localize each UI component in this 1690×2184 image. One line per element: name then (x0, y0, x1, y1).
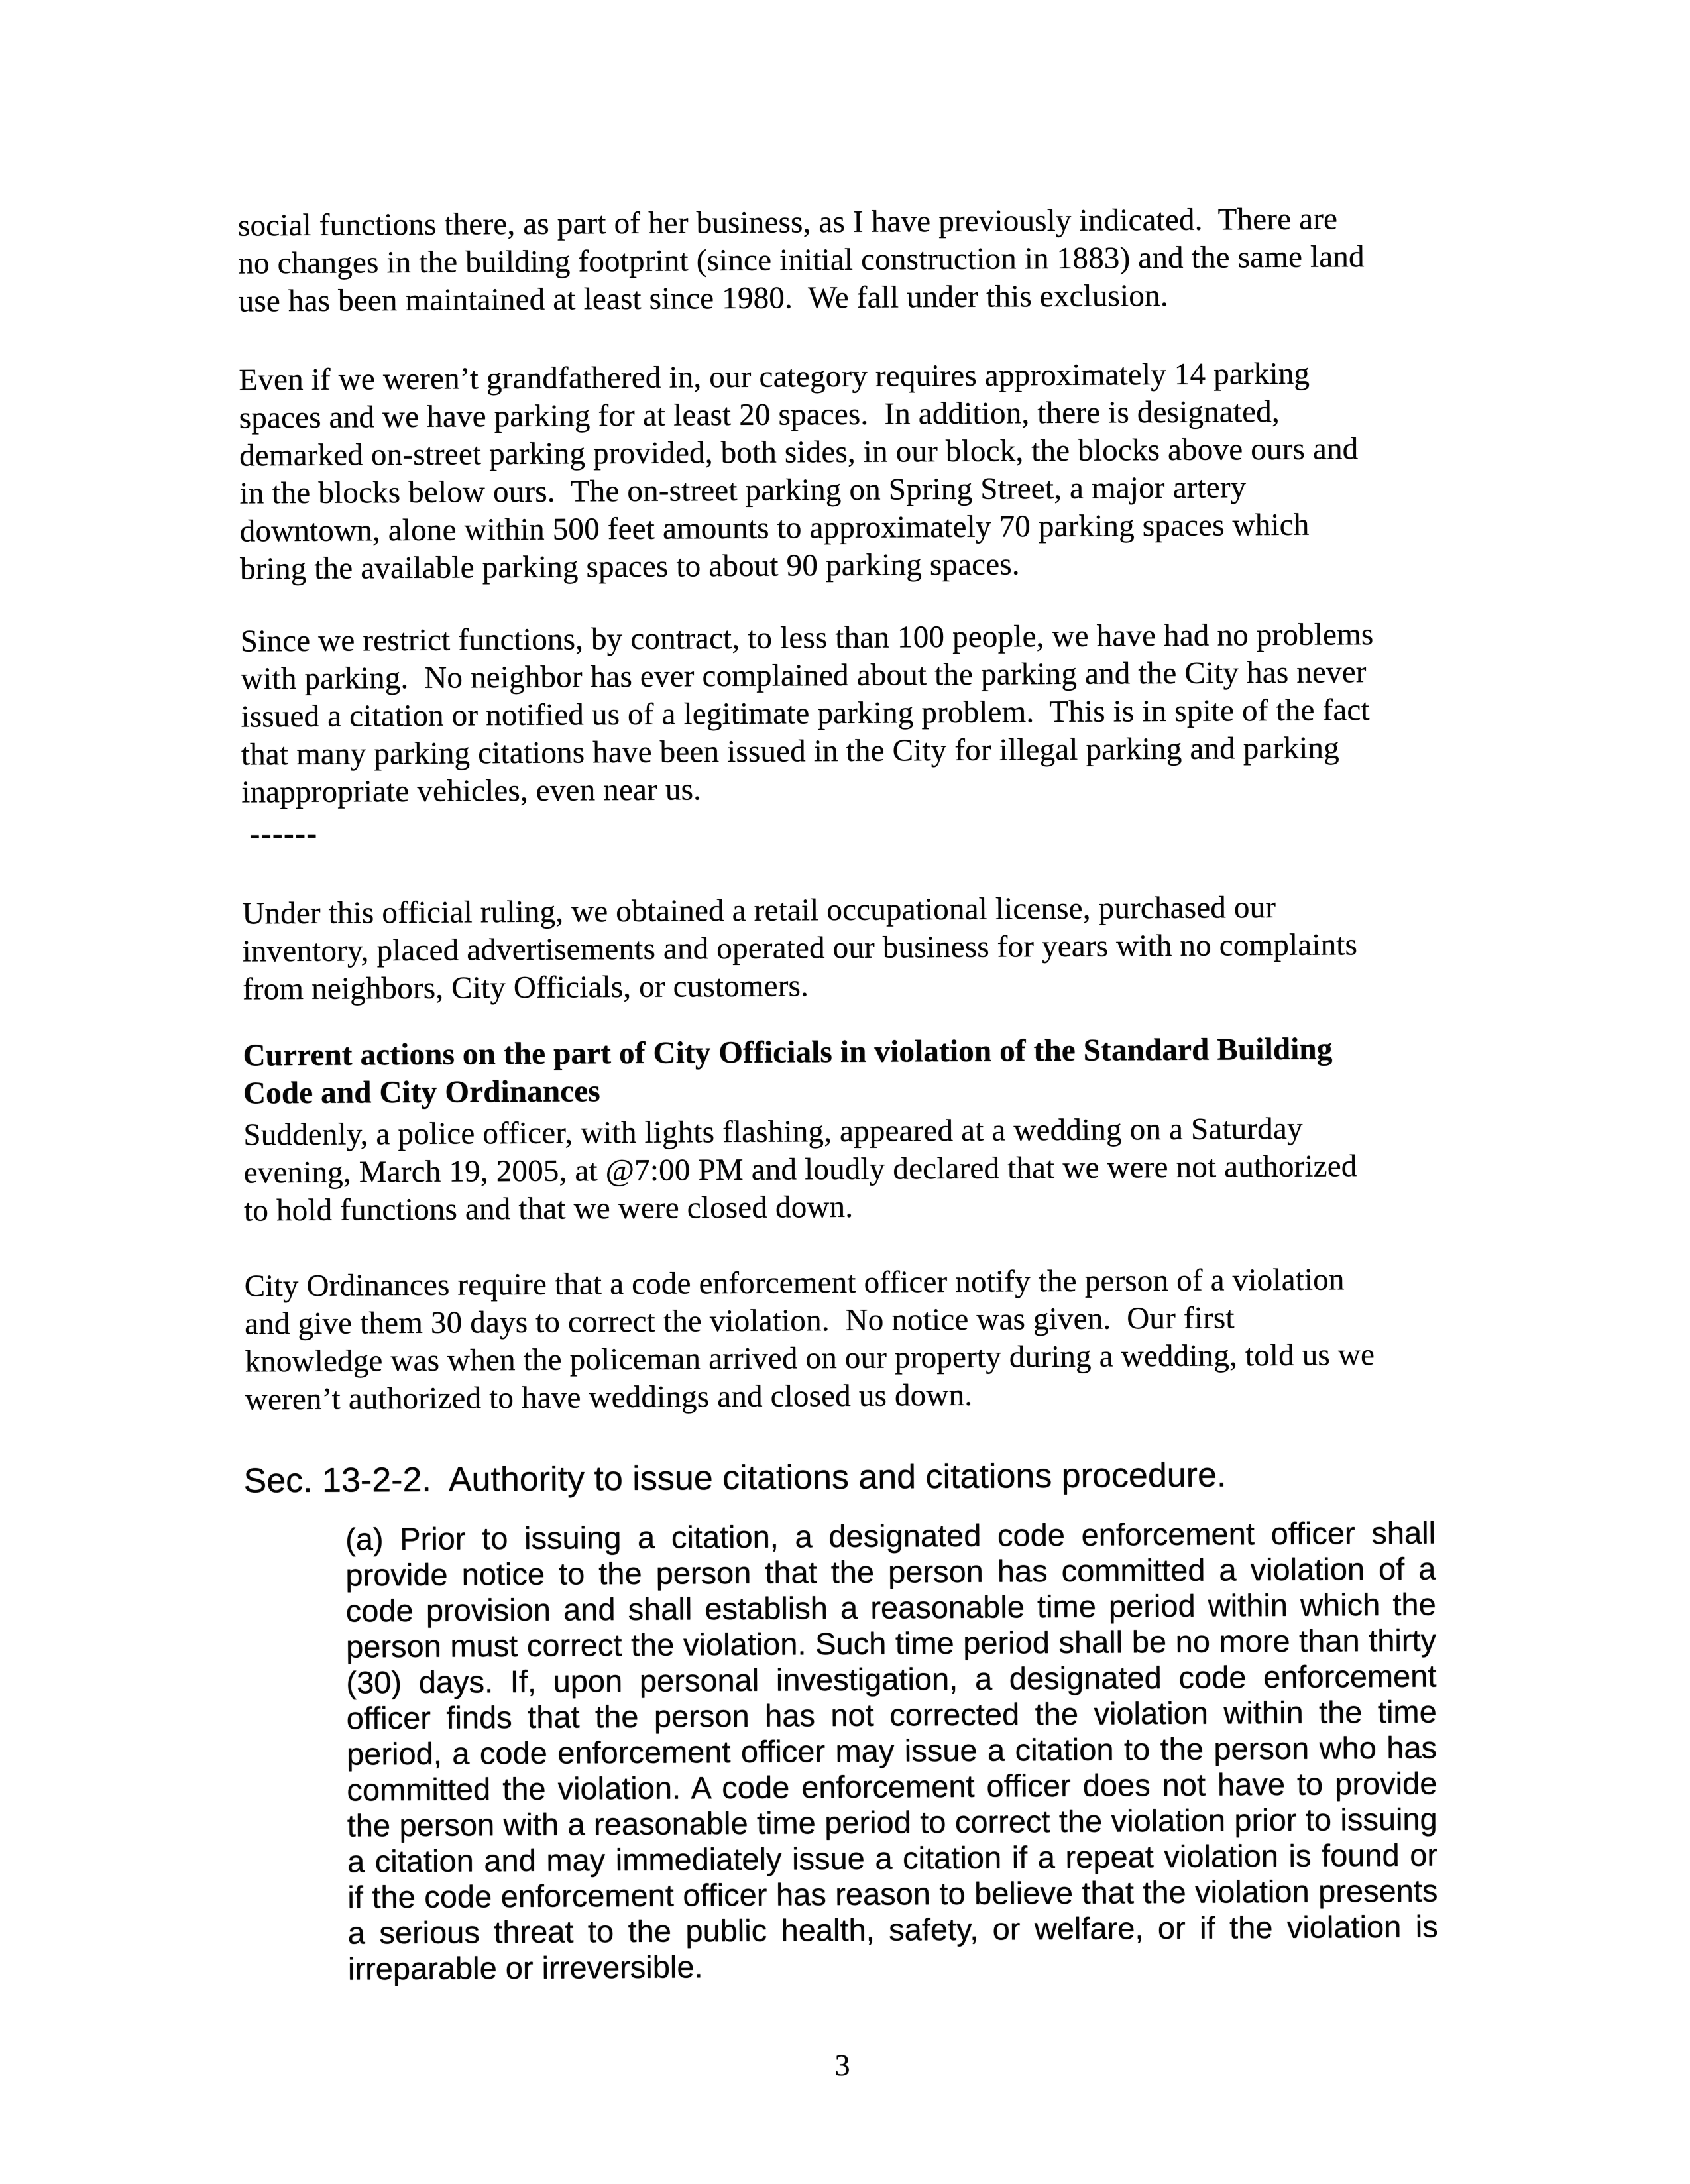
heading-current-actions: Current actions on the part of City Officials in violation of the Standard Building Code and City Ordinances (243, 1031, 1333, 1111)
para-police-shutdown: Suddenly, a police officer, with lights flashing, appeared at a wedding on a Saturday evening, March 19, 2005, at @7:00 PM and loudly declared that we were not authorized to hold functions and that we were closed down. (243, 1111, 1357, 1228)
heading-sec-13-2-2: Sec. 13-2-2. Authority to issue citations and citations procedure. (243, 1456, 1227, 1501)
page-number: 3 (834, 2047, 850, 2083)
block-sec-13-2-2-a: (a) Prior to issuing a citation, a designated code enforcement officer shall provide notice to the person that the person has committed a violation of a code provision and shall establish a reasonable time period within which the person must correct the violation. Such time period shall be no more than thirty (30) days. If, upon personal investigation, a designated code enforcement officer finds that the person has not corrected the violation within the time period, a code enforcement officer may issue a citation to the person who has committed the violation. A code enforcement officer does not have to provide the person with a reasonable time period to correct the violation prior to issuing a citation and may immediately issue a citation if a repeat violation is found or if the code enforcement officer has reason to believe that the violation presents a serious threat to the public health, safety, or welfare, or if the violation is irreparable or irreversible. (345, 1515, 1438, 1986)
para-no-parking-problems: Since we restrict functions, by contract, to less than 100 people, we have had no problems with parking. No neighbor has ever complained about the parking and the City has never issued a citation or notified us of a legitimate parking problem. This is in spite of the fact that many parking citations have been issued in the City for illegal parking and parking inappropriate vehicles, even near us. (240, 617, 1374, 810)
para-intro-continuation: social functions there, as part of her business, as I have previously indicated. There are no changes in the building footprint (since initial construction in 1883) and the same land use has been maintained at least since 1980. We fall under this exclusion. (237, 201, 1365, 319)
para-city-ordinances-notice: City Ordinances require that a code enforcement officer notify the person of a violation and give them 30 days to correct the violation. No notice was given. Our first knowledge was when the policeman arrived on our property during a wedding, told us we weren’t authorized to have weddings and closed us down. (244, 1262, 1375, 1417)
separator-dashes: ------ (249, 816, 318, 852)
para-parking-capacity: Even if we weren’t grandfathered in, our category requires approximately 14 parking spaces and we have parking for at least 20 spaces. In addition, there is designated, demarked on-street parking provided, both sides, in our block, the blocks above ours and in the blocks below ours. The on-street parking on Spring Street, a major artery downtown, alone within 500 feet amounts to approximately 70 parking spaces which bring the available parking spaces to about 90 parking spaces. (239, 356, 1359, 587)
para-official-ruling: Under this official ruling, we obtained a retail occupational license, purchased our inventory, placed advertisements and operated our business for years with no complaints from neighbors, City Officials, or customers. (242, 890, 1358, 1007)
